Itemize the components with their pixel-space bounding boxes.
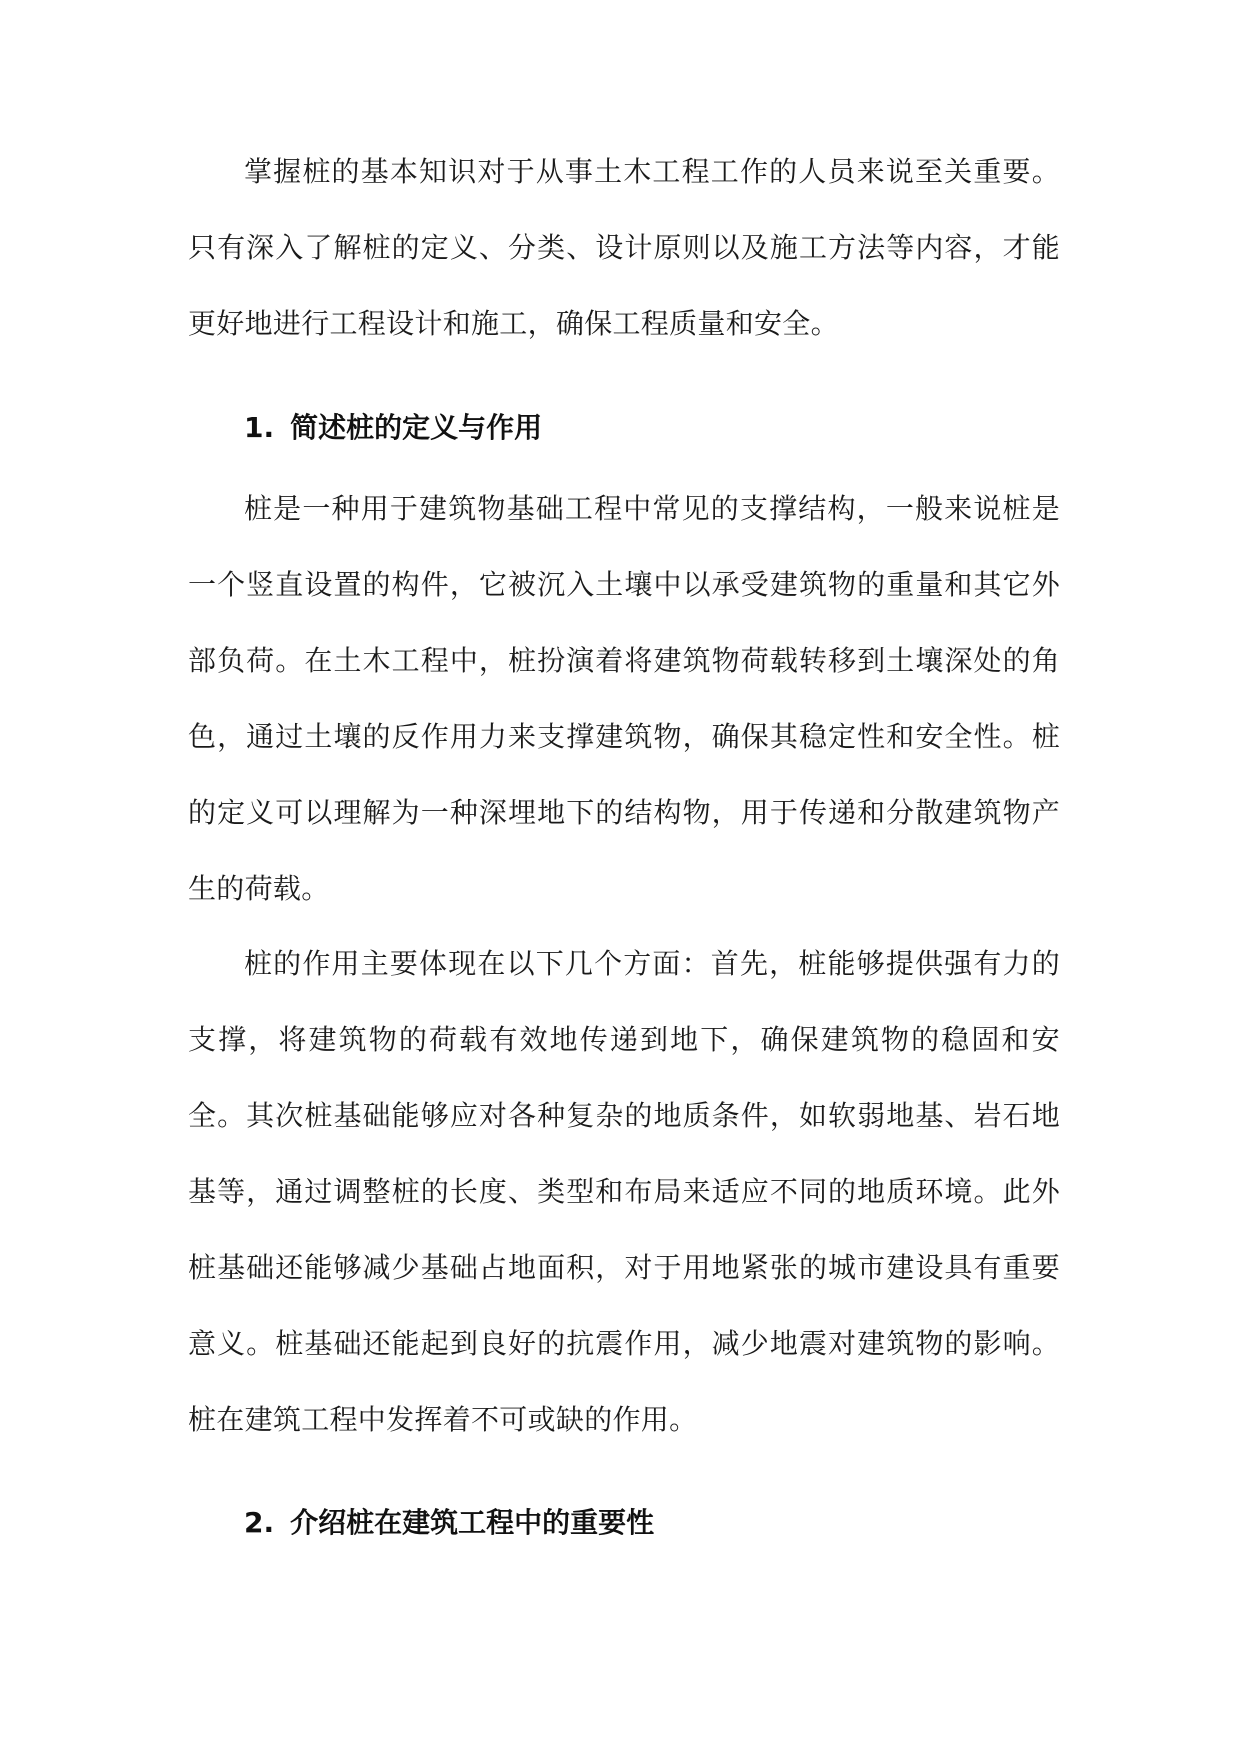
section-heading-2 <box>244 1503 654 1543</box>
paragraph-pile-function: 桩的作用主要体现在以下几个方面：首先，桩能够提供强有力的支撑，将建筑物的荷载有效地传递到地下，确保建筑物的稳固和安全。其次桩基础能够应对各种复杂的地质条件，如软弱地基、岩石地基等，通过调整桩的长度、类型和布局来适应不同的地质环境。此外桩基础还能够减少基础占地面积，对于用地紧张的城市建设具有重要意义。桩基础还能起到良好的抗震作用，减少地震对建筑物的影响。桩在建筑工程中发挥着不可或缺的作用。 <box>188 947 1060 1436</box>
section-heading-1 <box>244 408 542 448</box>
paragraph-pile-definition: 桩是一种用于建筑物基础工程中常见的支撑结构，一般来说桩是一个竖直设置的构件，它被沉入土壤中以承受建筑物的重量和其它外部负荷。在土木工程中，桩扮演着将建筑物荷载转移到土壤深处的角色，通过土壤的反作用力来支撑建筑物，确保其稳定性和安全性。桩的定义可以理解为一种深埋地下的结构物，用于传递和分散建筑物产生的荷载。 <box>188 492 1060 905</box>
paragraph-intro: 掌握桩的基本知识对于从事土木工程工作的人员来说至关重要。只有深入了解桩的定义、分类、设计原则以及施工方法等内容，才能更好地进行工程设计和施工，确保工程质量和安全。 <box>188 155 1060 340</box>
section-number: 1. <box>244 411 275 444</box>
section-title: 简述桩的定义与作用 <box>290 411 543 444</box>
section-number: 2. <box>244 1506 275 1539</box>
section-title: 介绍桩在建筑工程中的重要性 <box>290 1506 655 1539</box>
